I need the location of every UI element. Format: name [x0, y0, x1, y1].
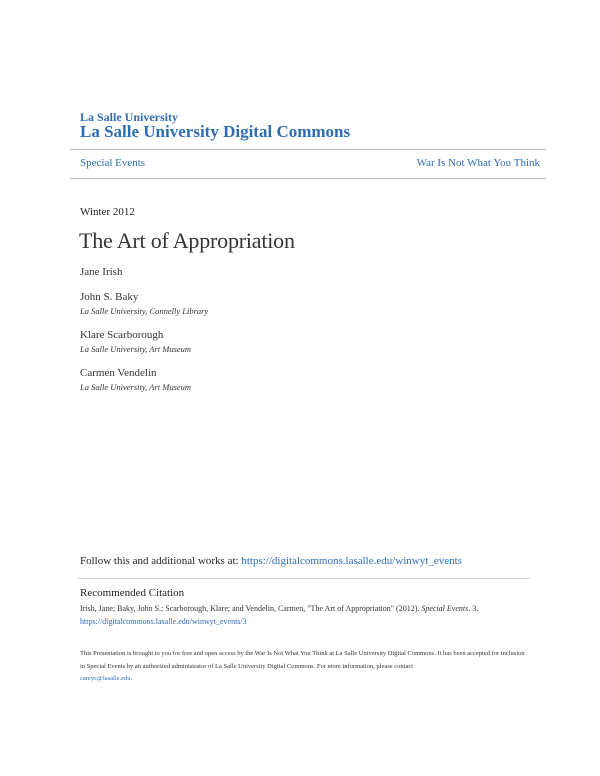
- follow-label: Follow this and additional works at:: [80, 555, 242, 567]
- contact-email-link[interactable]: careyc@lasalle.edu: [80, 675, 131, 682]
- notice-end: .: [130, 675, 133, 682]
- author-name: Jane Irish: [80, 266, 123, 278]
- access-notice: [80, 648, 530, 686]
- document-title: The Art of Appropriation: [79, 228, 295, 253]
- author-name: John S. Baky: [80, 291, 139, 303]
- notice-text: This Presentation is brought to you for free and open access by the War Is Not What You Think at La Salle University Digital Commons. It has been accepted for inclusion in Special Events by an authorized administrator of La Salle University Digital Commons. For more information, please contact: [80, 650, 525, 670]
- institution-name: La Salle University: [80, 110, 178, 124]
- citation-url-link[interactable]: https://digitalcommons.lasalle.edu/winwyt_events/3: [80, 617, 247, 626]
- author-affiliation: La Salle University, Connelly Library: [80, 306, 209, 316]
- repository-name: La Salle University Digital Commons: [80, 122, 351, 141]
- citation-number: . 3.: [468, 604, 479, 613]
- citation-authors: Irish, Jane; Baky, John S.; Scarborough, Klare; and Vendelin, Carmen, "The Art of Appropriation" (2012).: [80, 604, 422, 613]
- collection-link[interactable]: War Is Not What You Think: [416, 157, 540, 169]
- author-affiliation: La Salle University, Art Museum: [80, 344, 192, 354]
- citation-text: [80, 602, 530, 628]
- divider-top: [70, 149, 546, 150]
- special-events-link[interactable]: Special Events: [80, 157, 146, 169]
- citation-series: Special Events: [421, 604, 469, 613]
- follow-url-link[interactable]: https://digitalcommons.lasalle.edu/winwyt_events: [241, 555, 462, 567]
- author-affiliation: La Salle University, Art Museum: [80, 382, 192, 392]
- author-name: Carmen Vendelin: [80, 367, 157, 379]
- divider-bottom: [70, 178, 546, 179]
- publication-date: Winter 2012: [80, 206, 135, 218]
- author-name: Klare Scarborough: [80, 329, 164, 341]
- citation-heading: Recommended Citation: [80, 587, 185, 599]
- divider-citation: [78, 578, 530, 579]
- follow-line: [80, 555, 462, 567]
